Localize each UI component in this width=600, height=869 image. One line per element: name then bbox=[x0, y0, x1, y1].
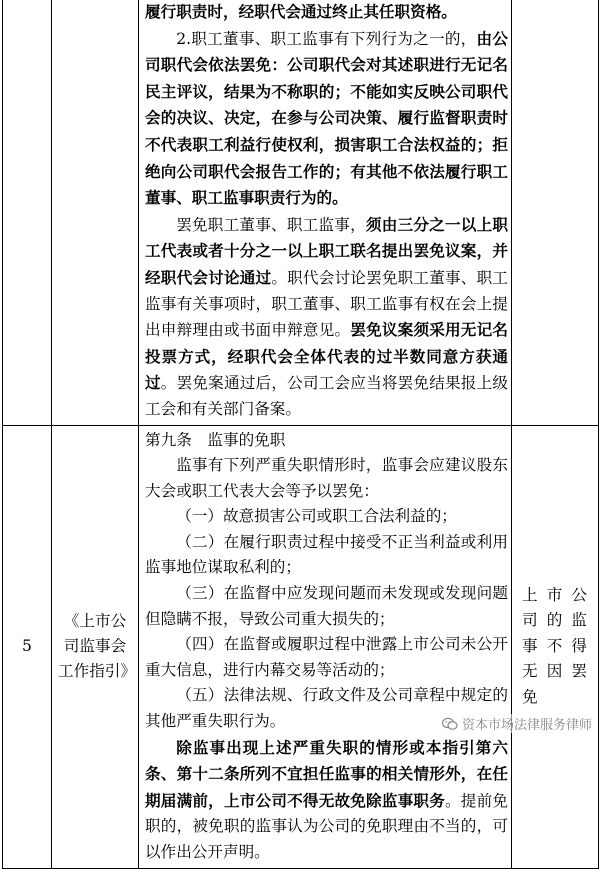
row-number-cell: 5 bbox=[3, 425, 52, 868]
row-content-cell bbox=[139, 425, 512, 868]
prev-para-0: 履行职责时，经职代会通过终止其任职资格。 bbox=[145, 2, 457, 21]
prev-source-cell bbox=[52, 0, 139, 425]
article-item-1: （一）故意损害公司或职工合法利益的； bbox=[176, 507, 457, 526]
article-intro: 监事有下列严重失职情形时，监事会应建议股东大会或职工代表大会等予以罢免： bbox=[145, 456, 508, 500]
article-title: 第九条 监事的免职 bbox=[145, 430, 286, 449]
watermark-text: 资本市场法律服务律师 bbox=[461, 718, 592, 733]
table-row-5 bbox=[3, 425, 599, 868]
row-note-cell: 上市公司的监事不得无因罢免 bbox=[512, 425, 599, 868]
wechat-icon bbox=[442, 717, 458, 731]
article-final: 除监事出现上述严重失职的情形或本指引第六条、第十二条所列不宜担任监事的相关情形外，在任期届满前，上市公司不得无故免除监事职务。提前免职的，被免职的监事认为公司的免职理由不当的，可以作出公开声明。 bbox=[145, 737, 508, 861]
table-row-previous bbox=[3, 0, 599, 425]
prev-note-cell bbox=[512, 0, 599, 425]
watermark bbox=[440, 714, 594, 733]
comparison-table bbox=[2, 0, 599, 869]
article-item-4: （四）在监督或履职过程中泄露上市公司未公开重大信息，进行内幕交易等活动的； bbox=[145, 635, 508, 679]
prev-content-cell bbox=[139, 0, 512, 425]
article-item-2: （二）在履行职责过程中接受不正当利益或利用监事地位谋取私利的； bbox=[145, 532, 508, 577]
prev-para-1: 2.职工董事、职工监事有下列行为之一的，由公司职代会依法罢免：公司职代会对其述职进行无记名民主评议，结果为不称职的；不能如实反映公司职代会的决议、决定，在参与公司决策、履行监督职责时不代表职工利益行使权利，损害职工合法权益的；拒绝向公司职代会报告工作的；有其他不依法履行职工董事、职工监事职责行为的。 bbox=[145, 28, 508, 208]
row-source-cell: 《上市公司监事会工作指引》 bbox=[52, 425, 139, 868]
prev-number-cell bbox=[3, 0, 52, 425]
prev-para-2: 罢免职工董事、职工监事，须由三分之一以上职工代表或者十分之一以上职工联名提出罢免议案，并经职代会讨论通过。职代会讨论罢免职工董事、职工监事有关事项时，职工董事、职工监事有权在会上提出申辩理由或书面申辩意见。罢免议案须采用无记名投票方式，经职代会全体代表的过半数同意方获通过。罢免案通过后，公司工会应当将罢免结果报上级工会和有关部门备案。 bbox=[145, 214, 508, 418]
article-item-5: （五）法律法规、行政文件及公司章程中规定的其他严重失职行为。 bbox=[145, 686, 508, 731]
article-item-3: （三）在监督中应发现问题而未发现或发现问题但隐瞒不报，导致公司重大损失的； bbox=[145, 584, 508, 628]
